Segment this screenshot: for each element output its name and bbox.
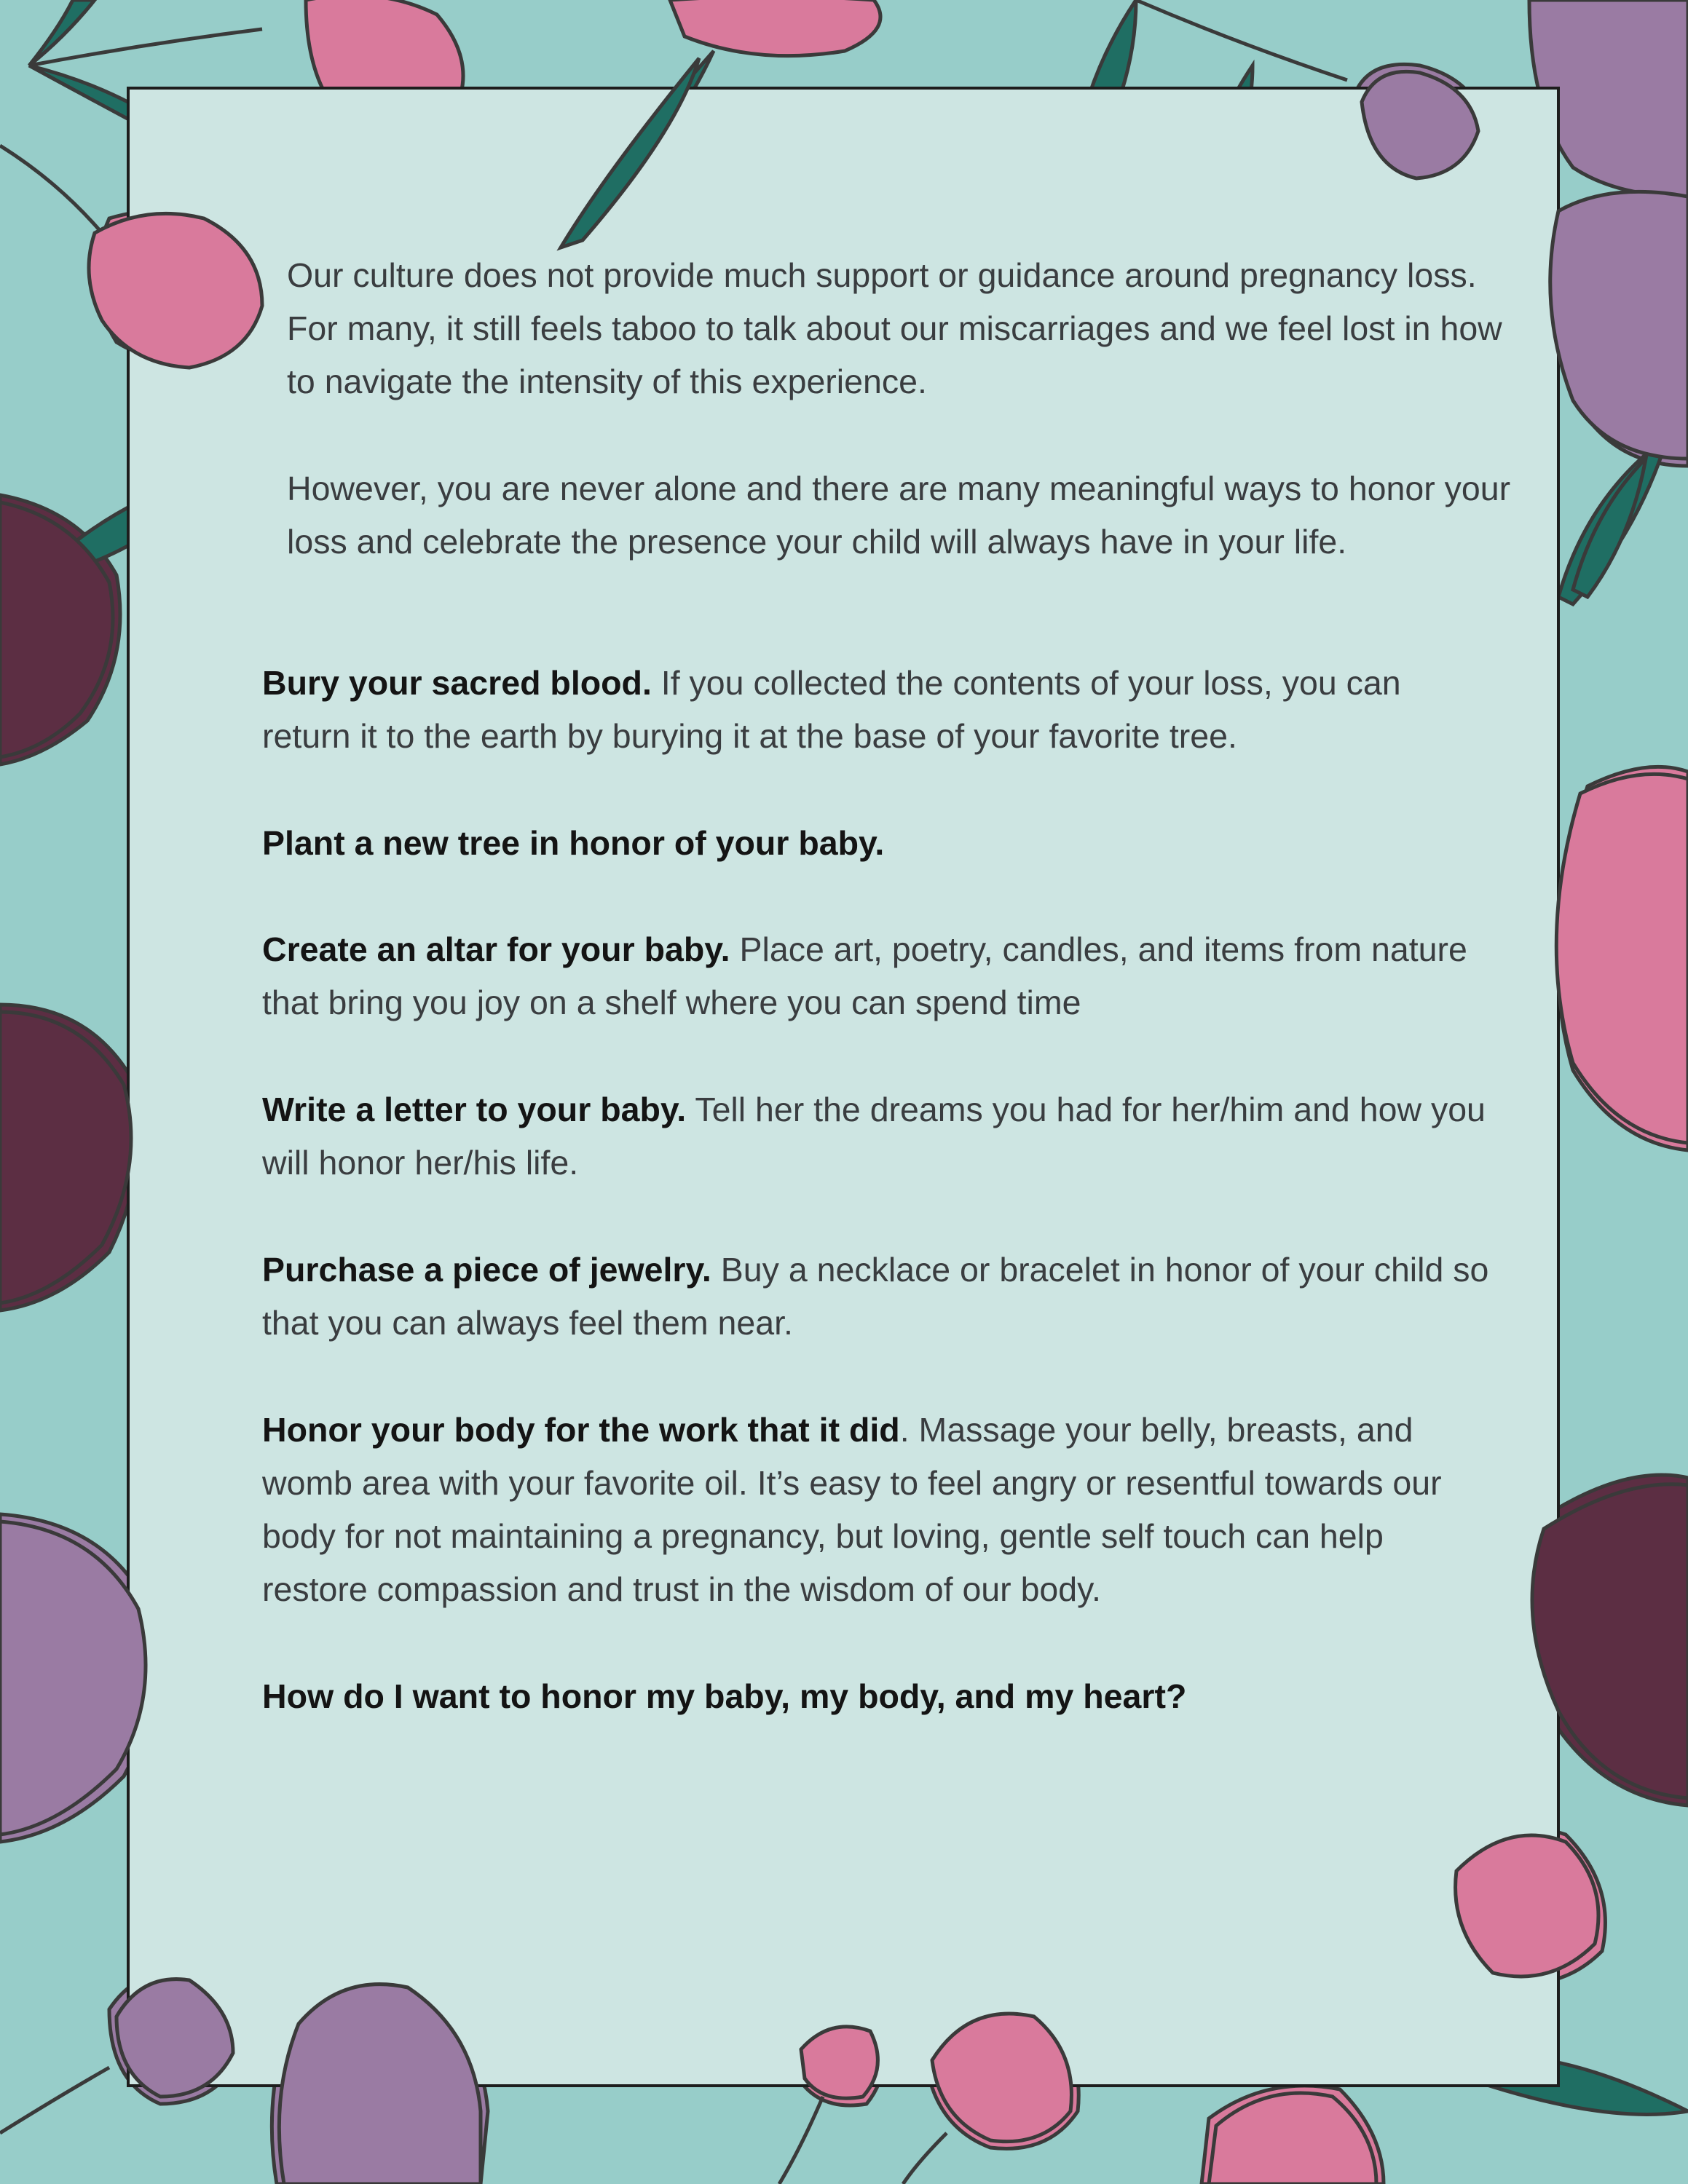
ritual-item-title: Create an altar for your baby. [262,930,730,968]
ritual-item-text: Buy a necklace or bracelet in honor of your child so that you can always feel them near. [262,1251,1489,1342]
ritual-item-text: Tell her the dreams you had for her/him and how you will honor her/his life. [262,1091,1486,1182]
ritual-item-title: Plant a new tree in honor of your baby. [262,824,885,862]
closing-question-text: How do I want to honor my baby, my body, and my heart? [262,1677,1187,1715]
ritual-item-plant-tree [262,817,1493,870]
ritual-item-text: Place art, poetry, candles, and items from nature that bring you joy on a shelf where you can spend time [262,930,1467,1021]
ritual-item-honor-body [262,1404,1493,1616]
pink-flower-icon [7,1124,103,1230]
ritual-item-title: Honor your body for the work that it did [262,1411,900,1449]
ritual-item-title: Bury your sacred blood. [262,664,652,702]
closing-question [262,1670,1493,1723]
ritual-item-text: If you collected the contents of your loss, you can return it to the earth by burying it at the base of your favorite tree. [262,664,1401,755]
ritual-item-title: Write a letter to your baby. [262,1091,687,1128]
intro-paragraph-2: However, you are never alone and there are many meaningful ways to honor your loss and celebrate the presence your child will always have in your life. [287,470,1511,561]
ritual-item-title: Purchase a piece of jewelry. [262,1251,711,1289]
ritual-item-altar [262,923,1493,1029]
ritual-item-bury-blood [262,657,1493,763]
pink-flower-icon [670,0,880,56]
intro-paragraph-1: Our culture does not provide much support or guidance around pregnancy loss. For many, it still feels taboo to talk about our miscarriages and we feel lost in how to navigate the intensity of this experience. [287,256,1502,400]
leaf-icon [1558,437,1668,604]
ritual-item-jewelry [262,1243,1493,1350]
ritual-item-letter [262,1083,1493,1190]
pink-flower-icon [1558,767,1688,1150]
ritual-item-text: . Massage your belly, breasts, and womb area with your favorite oil. It’s easy to feel angry or resentful towards our body for not maintaining a pregnancy, but loving, gentle self touch can help restore compassion and trust in the wisdom of our body. [262,1411,1442,1608]
